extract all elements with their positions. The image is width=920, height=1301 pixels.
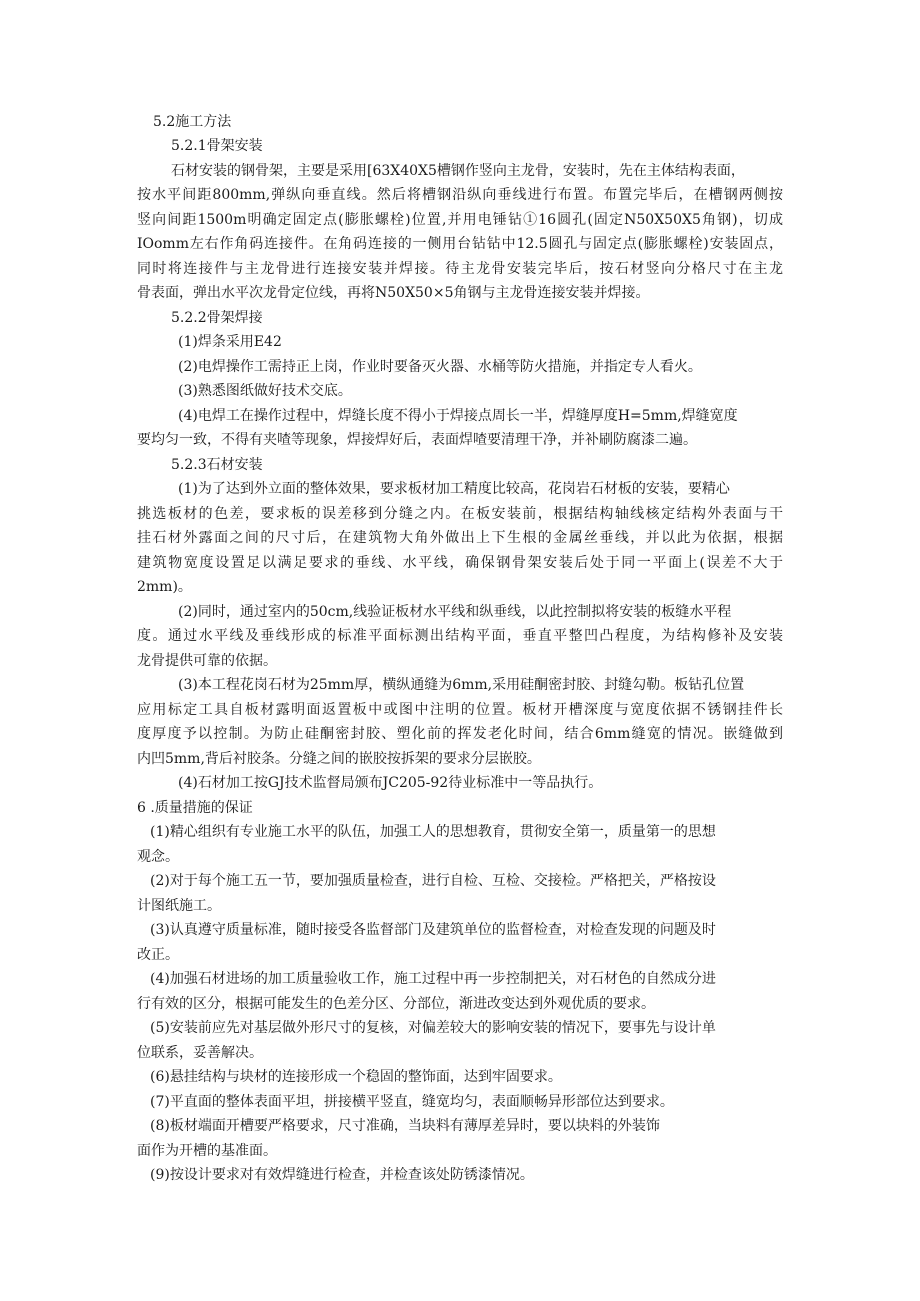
paragraph-line: IOomm左右作角码连接件。在角码连接的一侧用台钻钻中12.5圆孔与固定点(膨胀螺栓)安装固点，: [137, 236, 783, 252]
list-item: (7)平直面的整体表面平坦，拼接横平竖直，缝宽均匀，表面顺畅异形部位达到要求。: [150, 1094, 674, 1110]
paragraph-line: 挂石材外露面之间的尺寸后，在建筑物大角外做出上下生根的金属丝垂线，并以此为依据，根据: [137, 530, 783, 546]
paragraph-line: 2mm)。: [137, 579, 192, 595]
paragraph-line: 要均匀一致，不得有夹喳等现象，焊接焊好后，表面焊喳要清理干净，并补刷防腐漆二遍。: [137, 432, 697, 448]
subsection-heading-5-2-2: 5.2.2骨架焊接: [171, 310, 263, 326]
section-heading-6: 6 .质量措施的保证: [137, 800, 253, 816]
paragraph-line: 石材安装的钢骨架，主要是采用[63X40X5槽钢作竖向主龙骨，安装时，先在主体结构表面，: [171, 163, 745, 179]
list-item: (3)认真遵守质量标准，随时接受各监督部门及建筑单位的监督检查，对检查发现的问题及时: [150, 922, 716, 938]
paragraph-line: (2)同时，通过室内的50cm,线验证板材水平线和纵垂线，以此控制拟将安装的板缝水平程: [178, 604, 732, 620]
list-item-continuation: 面作为开槽的基准面。: [137, 1143, 277, 1159]
list-item: (2)对于每个施工五一节，要加强质量检查，进行自检、互检、交接检。严格把关，严格按设: [150, 873, 716, 889]
list-item: (1)焊条采用E42: [178, 334, 282, 350]
section-heading-5-2: 5.2施工方法: [153, 114, 232, 130]
list-item: (2)电焊操作工需持正上岗，作业时要备灭火器、水桶等防火措施，并指定专人看火。: [178, 359, 702, 375]
list-item: (4)电焊工在操作过程中，焊缝长度不得小于焊接点周长一半，焊缝厚度H=5mm,焊缝宽度: [178, 408, 738, 424]
paragraph-line: (3)本工程花岗石材为25mm厚，横纵通缝为6mm,采用硅酮密封胶、封缝勾勒。板钻孔位置: [178, 677, 745, 693]
paragraph-line: 度厚度予以控制。为防止硅酮密封胶、塑化前的挥发老化时间，结合6mm缝宽的情况。嵌缝做到: [137, 726, 783, 742]
paragraph-line: 按水平间距800mm,弹纵向垂直线。然后将槽钢沿纵向垂线进行布置。布置完毕后，在槽钢两侧按: [137, 187, 783, 203]
list-item: (5)安装前应先对基层做外形尺寸的复核，对偏差较大的影响安装的情况下，要事先与设计单: [150, 1020, 716, 1036]
subsection-heading-5-2-3: 5.2.3石材安装: [171, 457, 263, 473]
list-item-continuation: 观念。: [137, 849, 179, 865]
paragraph-line: 骨表面，弹出水平次龙骨定位线，再将N50X50×5角钢与主龙骨连接安装并焊接。: [137, 285, 650, 301]
paragraph-line: 应用标定工具自板材露明面返置板中或图中注明的位置。板材开槽深度与宽度依据不锈钢挂件长: [137, 702, 783, 718]
paragraph-line: (4)石材加工按GJ技术监督局颁布JC205-92待业标准中一等品执行。: [178, 775, 603, 791]
paragraph-line: 龙骨提供可靠的依据。: [137, 653, 277, 669]
list-item: (8)板材端面开槽要严格要求，尺寸准确，当块料有薄厚差异时，要以块料的外装饰: [150, 1118, 660, 1134]
paragraph-line: (1)为了达到外立面的整体效果，要求板材加工精度比较高，花岗岩石材板的安装，要精心: [178, 481, 730, 497]
paragraph-line: 同时将连接件与主龙骨进行连接安装并焊接。待主龙骨安装完毕后，按石材竖向分格尺寸在主龙: [137, 261, 783, 277]
paragraph-line: 挑选板材的色差，要求板的误差移到分缝之内。在板安装前，根据结构轴线核定结构外表面与干: [137, 506, 783, 522]
list-item: (3)熟悉图纸做好技术交底。: [178, 383, 352, 399]
list-item: (6)悬挂结构与块材的连接形成一个稳固的整饰面，达到牢固要求。: [150, 1069, 562, 1085]
paragraph-line: 建筑物宽度设置足以满足要求的垂线、水平线，确保钢骨架安装后处于同一平面上(误差不大于: [137, 555, 783, 571]
list-item: (9)按设计要求对有效焊缝进行检查，并检查该处防锈漆情况。: [150, 1167, 534, 1183]
list-item-continuation: 改正。: [137, 947, 179, 963]
paragraph-line: 内凹5mm,背后衬胶条。分缝之间的嵌胶按拆架的要求分层嵌胶。: [137, 751, 541, 767]
list-item-continuation: 位联系，妥善解决。: [137, 1045, 263, 1061]
paragraph-line: 度。通过水平线及垂线形成的标准平面标测出结构平面，垂直平整凹凸程度，为结构修补及安装: [137, 628, 783, 644]
paragraph-line: 竖向间距1500m明确定固定点(膨胀螺栓)位置,并用电锤钻①16圆孔(固定N50X50X5角钢)，切成: [137, 212, 783, 228]
subsection-heading-5-2-1: 5.2.1骨架安装: [171, 138, 263, 154]
list-item-continuation: 行有效的区分，根据可能发生的色差分区、分部位，渐进改变达到外观优质的要求。: [137, 996, 655, 1012]
list-item: (1)精心组织有专业施工水平的队伍，加强工人的思想教育，贯彻安全第一，质量第一的思想: [150, 824, 716, 840]
list-item: (4)加强石材进场的加工质量验收工作，施工过程中再一步控制把关，对石材色的自然成分进: [150, 971, 716, 987]
list-item-continuation: 计图纸施工。: [137, 898, 221, 914]
